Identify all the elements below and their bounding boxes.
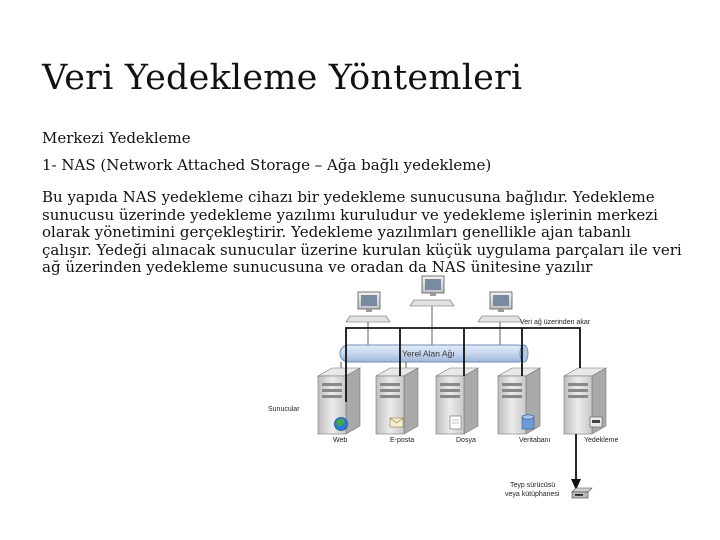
lan-pipe [340,345,528,362]
tape-label-line2: veya kütüphanesi [505,491,560,498]
workstation-right [478,292,522,322]
section-heading: 1- NAS (Network Attached Storage – Ağa bağlı yedekleme) [42,156,492,174]
server-backup [564,368,606,434]
tape-drive [572,488,592,498]
server-label-backup: Yedekleme [584,437,619,444]
section-subtitle: Merkezi Yedekleme [42,129,191,147]
workstation-left [346,292,390,322]
body-paragraph: Bu yapıda NAS yedekleme cihazı bir yedekleme sunucusuna bağlıdır. Yedekleme sunucusu üzerinde yedekleme yazılımı kuruludur ve yedekleme işlerinin merkezi olarak yönetimini gerçekleştirir. Yedekleme yazılımları genellikle ajan tabanlı çalışır. Yedeği alınacak sunucular üzerine kurulan küçük uygulama parçaları ile veri ağ üzerinden yedekleme sunucusuna ve oradan da NAS ünitesine yazılır [42,188,682,277]
slide-title: Veri Yedekleme Yöntemleri [42,58,523,98]
workstation-middle [410,276,454,306]
data-flow-label: Veri ağ üzerinden akar [520,319,591,326]
server-email [376,368,418,434]
server-label-web: Web [333,437,348,444]
tape-label-line1: Teyp sürücüsü [510,482,556,489]
lan-label: Yerel Alan Ağı [402,348,455,359]
server-file [436,368,478,434]
server-label-email: E-posta [390,437,415,444]
server-web [318,368,360,434]
server-label-database: Veritabanı [519,437,551,444]
server-label-file: Dosya [456,437,476,444]
server-database [498,368,540,434]
servers-label: Sunucular [268,406,300,413]
